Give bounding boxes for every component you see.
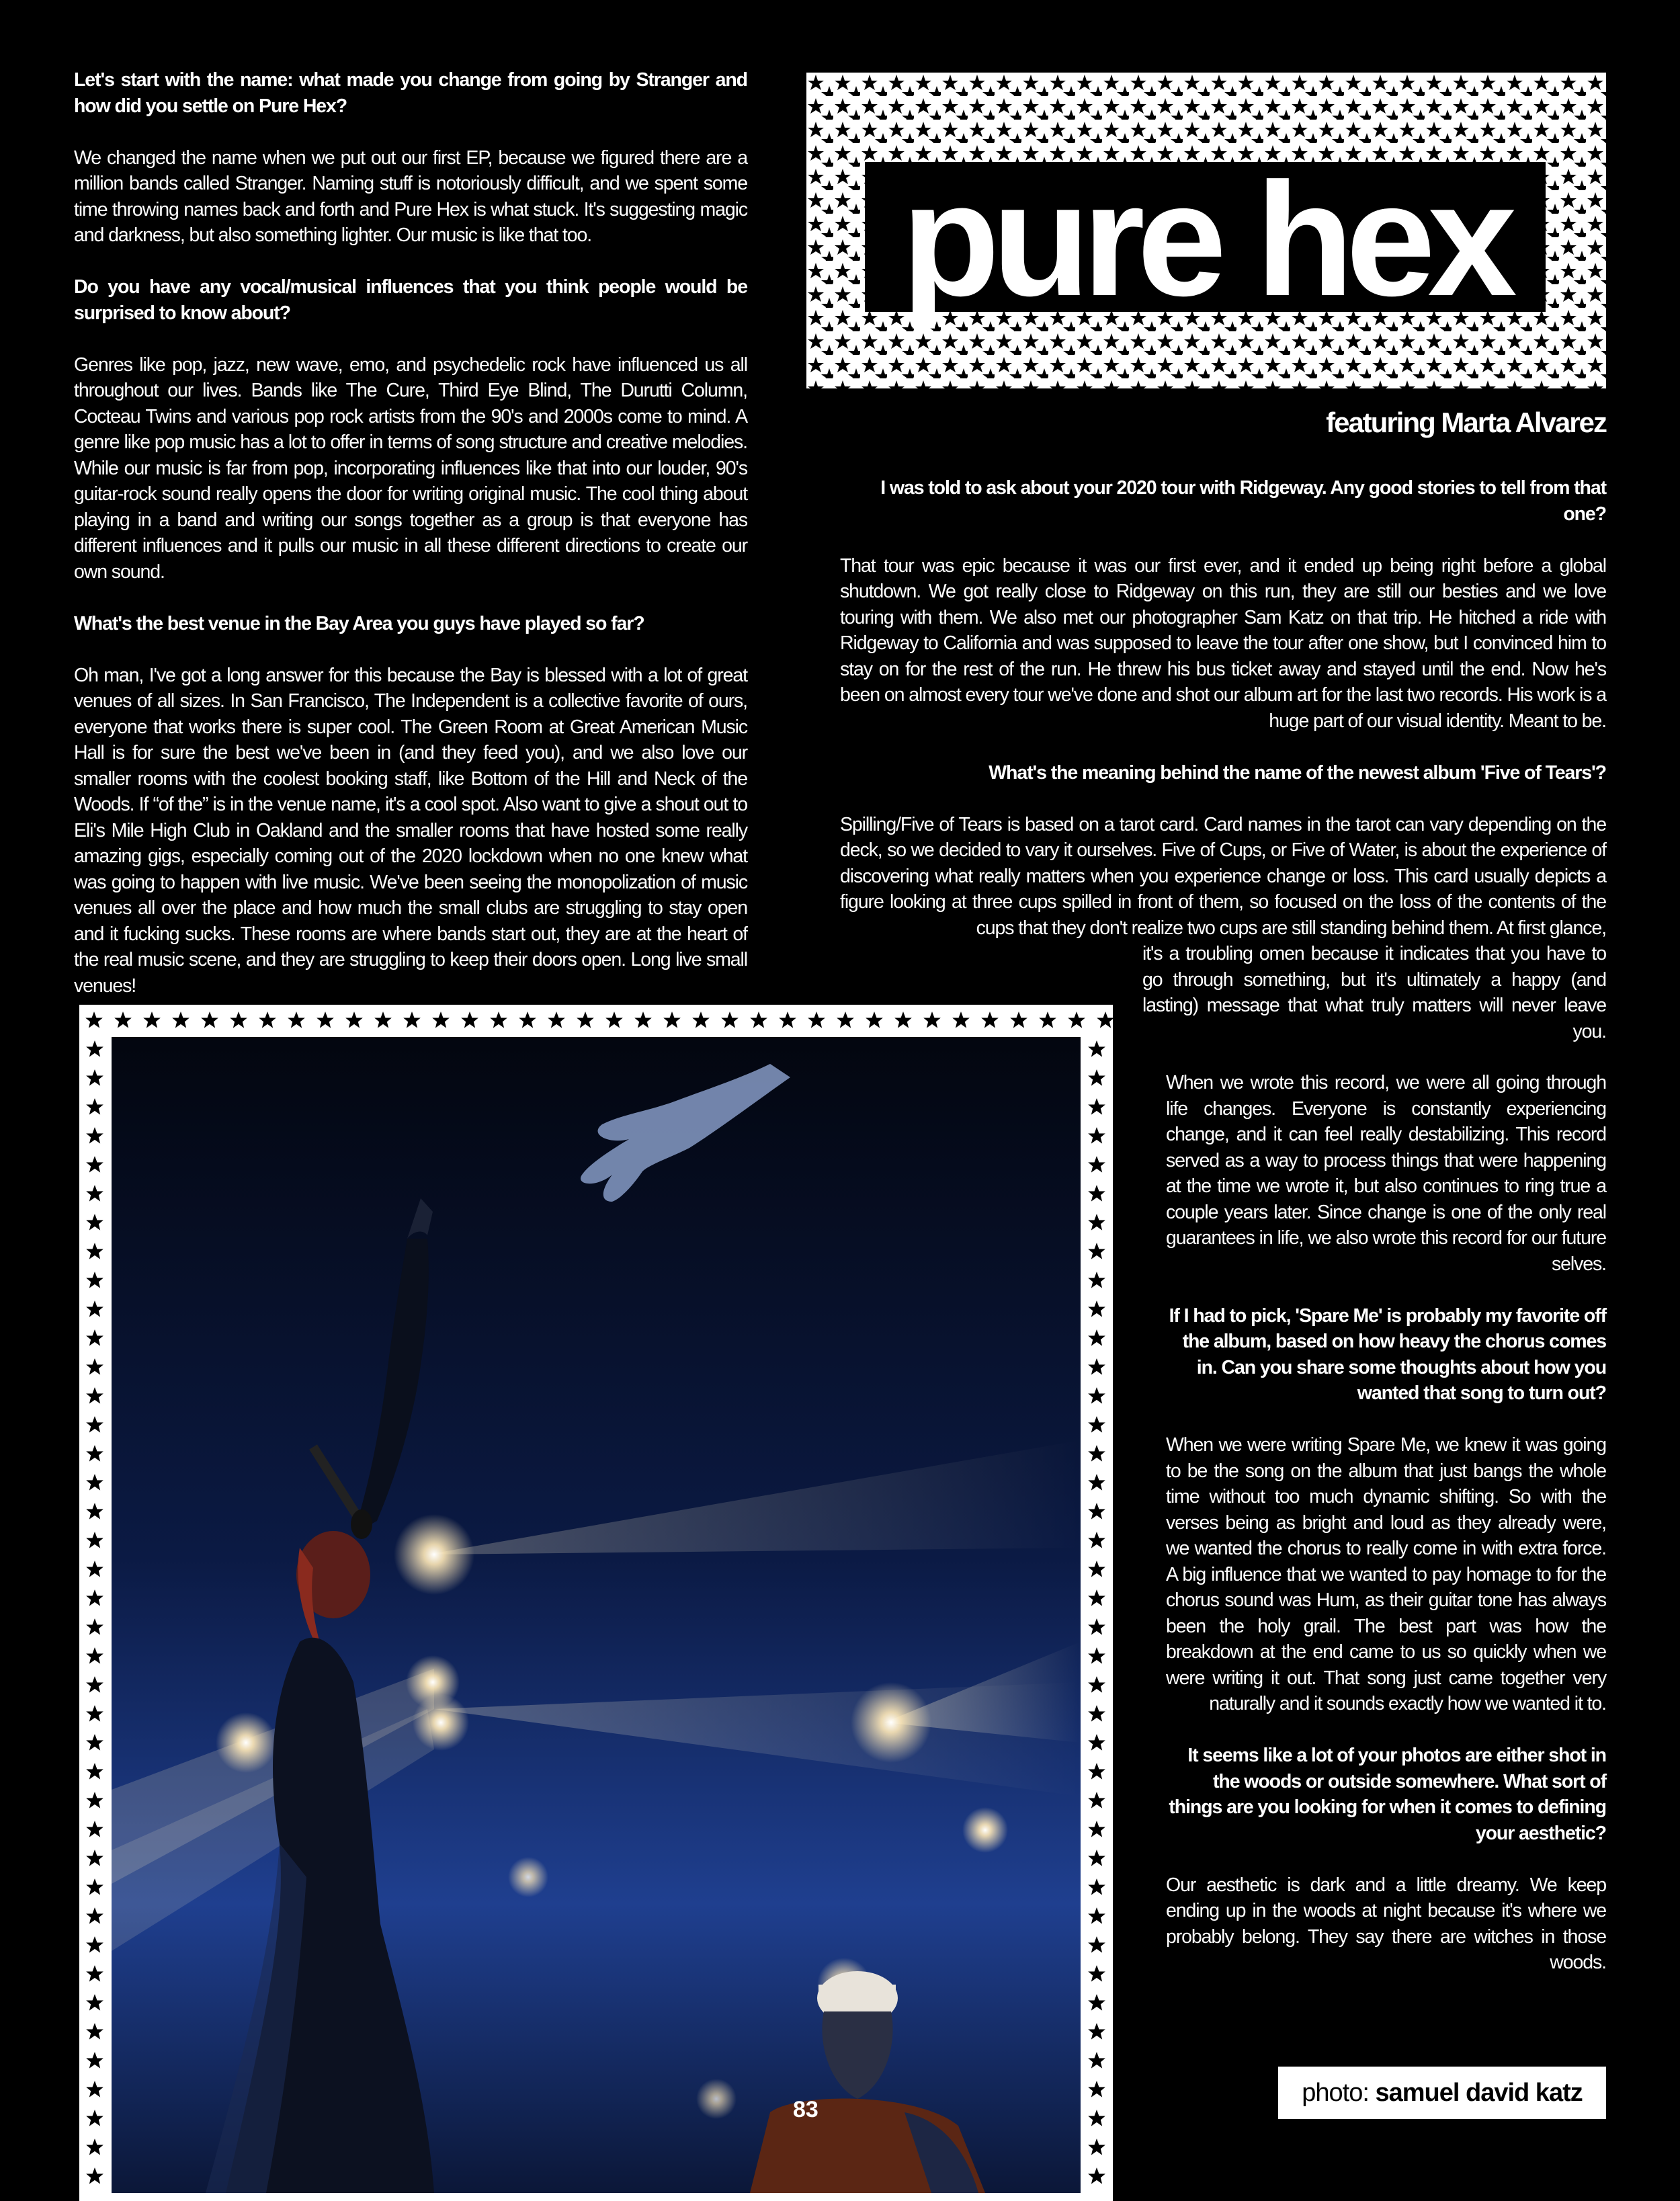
photo-credit	[1278, 2067, 1606, 2119]
question: If I had to pick, 'Spare Me' is probably my favorite off the album, based on how heavy the chorus comes in. Can you share some thoughts about how you wanted that song to turn out?	[1169, 1304, 1606, 1404]
page-number: 83	[793, 2097, 818, 2122]
answer-continuation: it's a troubling omen because it indicates that you have to go through something, but it's ultimately a happy (and lasting) message that what truly matters will never leave you.	[1142, 943, 1606, 1042]
answer: Our aesthetic is dark and a little dreamy. We keep ending up in the woods at night because it's where we probably belong. They say there are witches in those woods.	[1166, 1874, 1606, 1973]
title-banner	[806, 73, 1606, 388]
photo-frame	[79, 1005, 1113, 2201]
right-column-bottom	[1166, 1070, 1606, 2001]
question: What's the meaning behind the name of the newest album 'Five of Tears'?	[989, 761, 1606, 784]
question: What's the best venue in the Bay Area you guys have played so far?	[74, 612, 644, 634]
concert-photo	[112, 1037, 1081, 2193]
answer: That tour was epic because it was our first ever, and it ended up being right before a global shutdown. We got really close to Ridgeway on this run, they are still our besties and we love touring with them. We also met our photographer Sam Katz on that trip. He hitched a ride with Ridgeway to California and was supposed to leave the tour after one show, but I convinced him to stay on for the rest of the run. He threw his bus ticket away and stayed until the end. Now he's been on almost every tour we've done and shot our album art for the last two records. His work is a huge part of our visual identity. Meant to be.	[840, 554, 1606, 732]
title-block	[865, 149, 1546, 329]
question: It seems like a lot of your photos are either shot in the woods or outside somewhere. What sort of things are you looking for when it comes to defining your aesthetic?	[1169, 1745, 1606, 1844]
answer: We changed the name when we put out our first EP, because we figured there are a million bands called Stranger. Naming stuff is notoriously difficult, and we spent some time throwing names back and forth and Pure Hex is what stuck. It's suggesting magic and darkness, but also something lighter. Our music is like that too.	[74, 147, 747, 246]
credit-prefix: photo:	[1302, 2079, 1369, 2107]
answer: When we were writing Spare Me, we knew it was going to be the song on the album that just bangs the whole time without too much dynamic shifting. So with the verses being as bright and loud as they already were, we wanted the chorus to really come in with extra force. A big influence that we wanted to pay homage to for the chorus sound was Hum, as their guitar tone has always been the holy grail. The best part was how the breakdown at the end came to us so quickly when we were writing it out. That song just came together very naturally and it sounds exactly how we wanted it to.	[1166, 1434, 1606, 1714]
answer: Oh man, I've got a long answer for this because the Bay is blessed with a lot of great venues of all sizes. In San Francisco, The Independent is a collective favorite of ours, everyone that works there is super cool. The Green Room at Great American Music Hall is for sure the best we've been in (and they feed you), and we also love our smaller rooms with the coolest booking staff, like Bottom of the Hill and Neck of the Woods. If “of the” is in the venue name, it's a cool spot. Also want to give a shout out to Eli's Mile High Club in Oakland and the smaller rooms that have hosted some really amazing gigs, especially coming out of the 2020 lockdown when no one knew what was going to happen with live music. We've been seeing the monopolization of music venues all over the place and how much the small clubs are struggling to stay open and it fucking sucks. These rooms are where bands start out, they are at the heart of the real music scene, and they are struggling to keep their doors open. Long live small venues!	[74, 664, 747, 997]
answer: Genres like pop, jazz, new wave, emo, and psychedelic rock have influenced us all throughout our lives. Bands like The Cure, Third Eye Blind, The Durutti Column, Cocteau Twins and various pop rock artists from the 90's and 2000s come to mind. A genre like pop music has a lot to offer in terms of song structure and creative melodies. While our music is far from pop, incorporating influences like that into our louder, 90's guitar-rock sound really opens the door for writing original music. The cool thing about playing in a band and writing our songs together as a group is that everyone has different influences and it pulls our music in all these different directions to create our own sound.	[74, 354, 747, 583]
right-column-top	[840, 475, 1606, 941]
featuring-line: featuring Marta Alvarez	[1326, 407, 1606, 438]
left-column	[74, 67, 747, 1025]
question: Let's start with the name: what made you change from going by Stranger and how did you settle on Pure Hex?	[74, 69, 747, 117]
question: I was told to ask about your 2020 tour with Ridgeway. Any good stories to tell from that one?	[880, 477, 1606, 525]
credit-name: samuel david katz	[1375, 2079, 1583, 2107]
page-title: pure hex	[901, 149, 1509, 329]
answer: When we wrote this record, we were all going through life changes. Everyone is constantly experiencing change, and it can feel really destabilizing. This record served as a way to process things that were happening at the time we wrote it, but also continues to ring true a couple years later. Since change is one of the only real guarantees in life, we also wrote this record for our future selves.	[1166, 1072, 1606, 1275]
question: Do you have any vocal/musical influences that you think people would be surprised to know about?	[74, 276, 747, 324]
answer: Spilling/Five of Tears is based on a tarot card. Card names in the tarot can vary depending on the deck, so we decided to vary it ourselves. Five of Cups, or Five of Water, is about the experience of discovering what really matters when you experience change or loss. This card usually depicts a figure looking at three cups spilled in front of them, so focused on the loss of the contents of the cups that they don't realize two cups are still standing behind them. At first glance,	[840, 813, 1606, 939]
